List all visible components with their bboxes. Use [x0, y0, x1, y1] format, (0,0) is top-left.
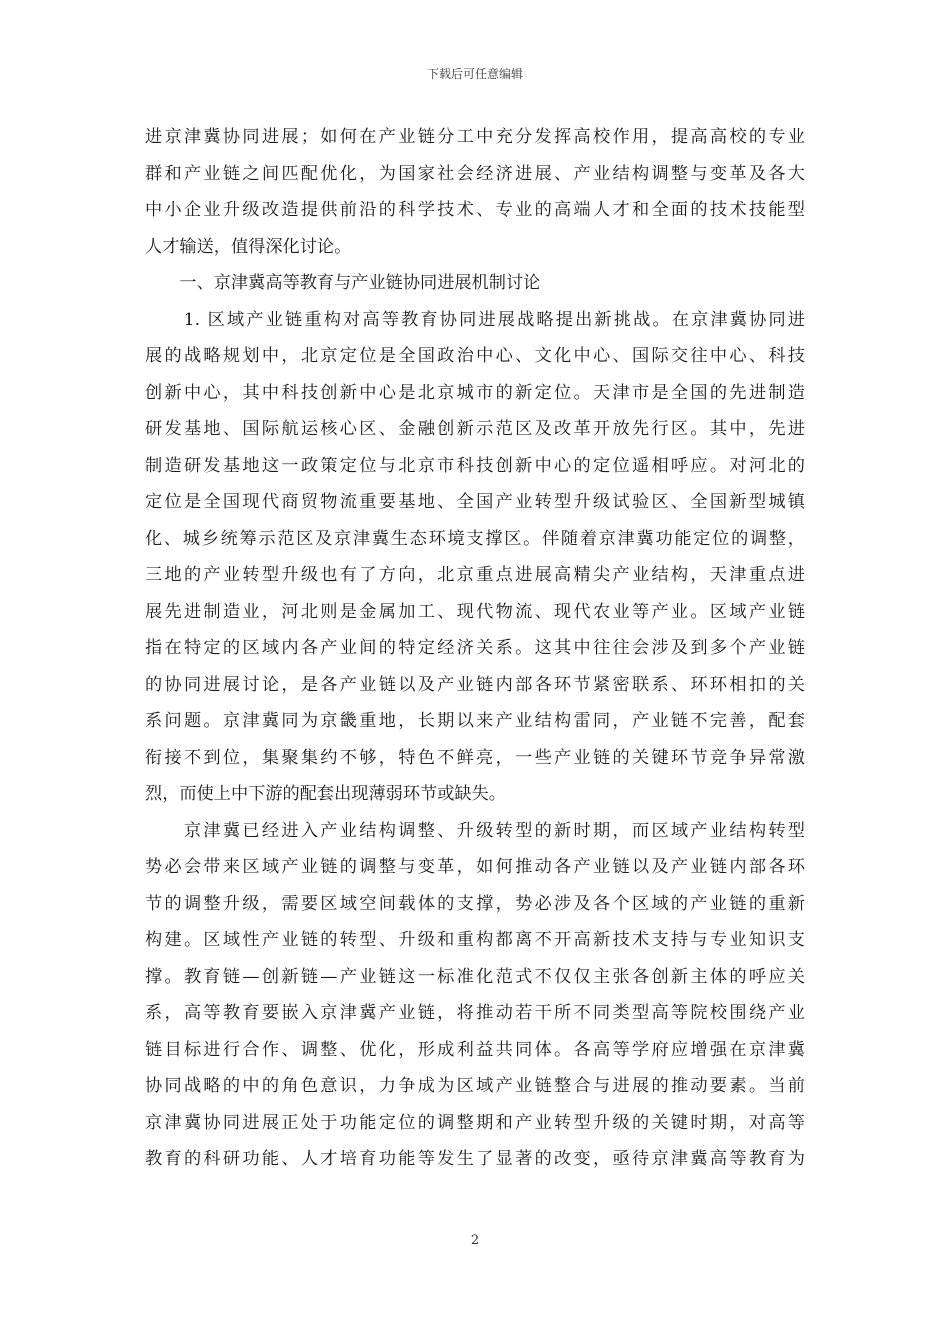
text-line: 协同战略的中的角色意识，力争成为区域产业链整合与进展的推动要素。当前 — [145, 1076, 805, 1096]
text-line: 势必会带来区域产业链的调整与变革，如何推动各产业链以及产业链内部各环 — [145, 857, 805, 877]
text-line: 中小企业升级改造提供前沿的科学技术、专业的高端人才和全面的技术技能型 — [145, 200, 805, 220]
text-line: 链目标进行合作、调整、优化，形成利益共同体。各高等学府应增强在京津冀 — [145, 1039, 805, 1060]
text-line: 展的战略规划中，北京定位是全国政治中心、文化中心、国际交往中心、科技 — [145, 346, 805, 366]
text-line: 烈，而使上中下游的配套出现薄弱环节或缺失。 — [145, 784, 506, 804]
text-line: 系，高等教育要嵌入京津冀产业链，将推动若干所不同类型高等院校围绕产业 — [145, 1003, 805, 1023]
text-line: 衔接不到位，集聚集约不够，特色不鲜亮，一些产业链的关键环节竞争异常激 — [145, 747, 805, 768]
text-line: 展先进制造业，河北则是金属加工、现代物流、现代农业等产业。区域产业链 — [145, 601, 805, 622]
text-line: 进京津冀协同进展；如何在产业链分工中充分发挥高校作用，提高高校的专业 — [145, 127, 805, 147]
text-line: 定位是全国现代商贸物流重要基地、全国产业转型升级试验区、全国新型城镇 — [145, 492, 805, 512]
text-line: 制造研发基地这一政策定位与北京市科技创新中心的定位遥相呼应。对河北的 — [145, 455, 805, 476]
body-text — [145, 119, 805, 1178]
text-line: 群和产业链之间匹配优化，为国家社会经济进展、产业结构调整与变革及各大 — [145, 163, 805, 184]
page-number: 2 — [470, 1233, 480, 1248]
text-line: 化、城乡统筹示范区及京津冀生态环境支撑区。伴随着京津冀功能定位的调整， — [145, 528, 805, 549]
text-line: 人才输送，值得深化讨论。 — [145, 236, 352, 257]
text-line: 教育的科研功能、人才培育功能等发生了显著的改变，亟待京津冀高等教育为 — [145, 1149, 805, 1169]
text-line: 构建。区域性产业链的转型、升级和重构都离不开高新技术支持与专业知识支 — [145, 930, 805, 950]
page-header: 下载后可任意编辑 — [426, 67, 523, 81]
text-line: 创新中心，其中科技创新中心是北京城市的新定位。天津市是全国的先进制造 — [145, 382, 805, 403]
text-line: 1. 区域产业链重构对高等教育协同进展战略提出新挑战。在京津冀协同进 — [145, 309, 805, 330]
text-line: 节的调整升级，需要区域空间载体的支撑，势必涉及各个区域的产业链的重新 — [145, 893, 805, 914]
text-line: 的协同进展讨论，是各产业链以及产业链内部各环节紧密联系、环环相扣的关 — [145, 674, 805, 695]
text-line: 指在特定的区域内各产业间的特定经济关系。这其中往往会涉及到多个产业链 — [145, 638, 805, 658]
section-heading: 一、京津冀高等教育与产业链协同进展机制讨论 — [145, 273, 541, 293]
text-line: 三地的产业转型升级也有了方向，北京重点进展高精尖产业结构，天津重点进 — [145, 565, 805, 585]
text-line: 撑。教育链—创新链—产业链这一标准化范式不仅仅主张各创新主体的呼应关 — [145, 966, 805, 987]
text-line: 系问题。京津冀同为京畿重地，长期以来产业结构雷同，产业链不完善，配套 — [145, 711, 805, 731]
text-line: 京津冀协同进展正处于功能定位的调整期和产业转型升级的关键时期，对高等 — [145, 1112, 805, 1133]
text-line: 研发基地、国际航运核心区、金融创新示范区及改革开放先行区。其中，先进 — [145, 419, 805, 439]
text-line: 京津冀已经进入产业结构调整、升级转型的新时期，而区域产业结构转型 — [145, 820, 805, 841]
